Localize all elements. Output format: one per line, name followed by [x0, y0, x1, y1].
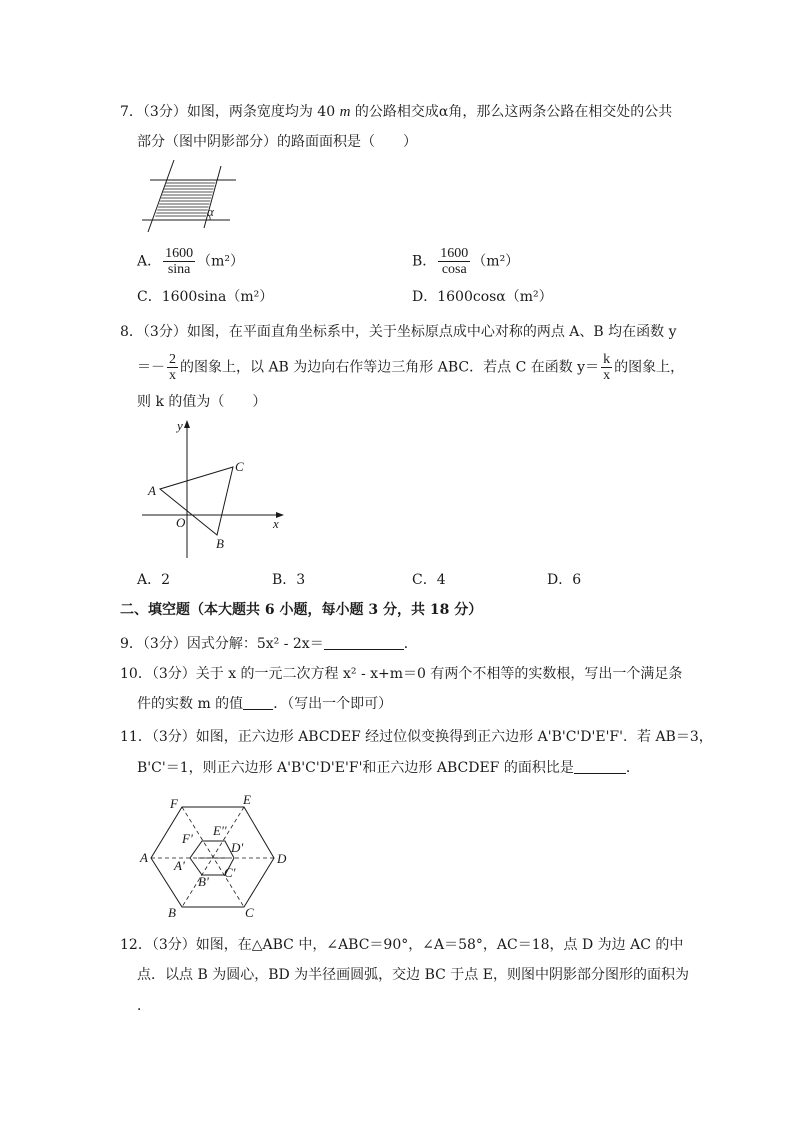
- q9-number: 9．: [120, 636, 143, 652]
- q7-figure: [140, 158, 240, 234]
- q11-label-b: B: [168, 905, 176, 920]
- q8-option-d: D．6: [547, 572, 582, 588]
- q7-line1: [120, 101, 672, 123]
- q8-frac2-num: k: [603, 352, 611, 367]
- q8-text2a: ＝－: [137, 359, 165, 376]
- q10-text2b: ．（写出一个即可）: [273, 696, 393, 712]
- q9-line: [120, 633, 418, 655]
- q9-end: ．: [403, 636, 418, 652]
- q11-number: 11．: [120, 729, 152, 745]
- q7-unit: m: [339, 104, 351, 120]
- q7-option-b-num: 1600: [440, 246, 469, 261]
- q10-answer-blank[interactable]: [243, 693, 273, 710]
- q8-number: 8．: [120, 324, 143, 340]
- q12-score: （3分）: [151, 937, 196, 953]
- q8-fraction-2: [601, 352, 612, 383]
- q8-line1: [120, 321, 677, 343]
- q8-frac1-num: 2: [169, 352, 176, 367]
- q11-line1: [120, 726, 713, 748]
- q8-score: （3分）: [142, 324, 187, 340]
- q7-option-b-den: cosa: [441, 262, 467, 277]
- q8-option-c: C．4: [412, 572, 446, 588]
- q11-line2: [137, 757, 640, 779]
- q9-score: （3分）: [142, 636, 187, 652]
- q11-label-c-prime: C': [224, 865, 236, 880]
- q11-label-e-prime: E'': [213, 823, 227, 838]
- q12-line2: 点．以点 B 为圆心，BD 为半径画圆弧，交边 BC 于点 E，则图中阴影部分图形的面积为: [137, 967, 689, 983]
- q7-option-a: [137, 246, 244, 277]
- q11-text1: 如图，正六边形 ABCDEF 经过位似变换得到正六边形 A'B'C'D'E'F'．若 AB＝3，: [195, 729, 713, 745]
- q7-score: （3分）: [142, 104, 187, 120]
- q8-point-a-label: A: [148, 483, 156, 498]
- q11-text2a: B'C'＝1，则正六边形 A'B'C'D'E'F'和正六边形 ABCDEF 的面积比是: [137, 760, 574, 776]
- q11-label-f-prime: F': [182, 831, 193, 846]
- q12-line3: ．: [137, 998, 151, 1014]
- q11-label-e: E: [243, 792, 251, 807]
- q12-text1: 如图，在△ABC 中，∠ABC＝90°，∠A＝58°，AC＝18，点 D 为边 AC 的中: [195, 937, 684, 953]
- q8-option-b: B．3: [272, 572, 306, 588]
- q7-number: 7．: [120, 104, 143, 120]
- q12-number: 12．: [120, 937, 152, 953]
- q7-option-b: [412, 246, 519, 277]
- q11-text2b: ．: [625, 760, 640, 776]
- q8-figure: [138, 418, 288, 560]
- q9-answer-blank[interactable]: [324, 633, 404, 650]
- q7-option-a-unit: （m²）: [197, 253, 245, 270]
- q7-option-a-den: sina: [167, 262, 191, 277]
- q10-number: 10．: [120, 666, 152, 682]
- q11-label-b-prime: B': [198, 874, 209, 889]
- q11-figure: [138, 790, 288, 920]
- q8-option-a: A．2: [137, 572, 171, 588]
- q7-option-a-num: 1600: [165, 246, 194, 261]
- q11-score: （3分）: [151, 729, 196, 745]
- q11-label-f: F: [170, 796, 178, 811]
- q7-line2: 部分（图中阴影部分）的路面面积是（ ）: [137, 134, 417, 150]
- q11-answer-blank[interactable]: [574, 757, 626, 774]
- q7-option-d: D．1600cosα（m²）: [412, 289, 553, 305]
- q11-label-d: D: [277, 851, 287, 866]
- q7-option-b-fraction: [438, 246, 470, 277]
- q7-option-a-fraction: [163, 246, 195, 277]
- q10-line2: [137, 693, 392, 715]
- q8-text1: 如图，在平面直角坐标系中，关于坐标原点成中心对称的两点 A、B 均在函数 y: [186, 324, 677, 340]
- q8-line3: 则 k 的值为（ ）: [137, 394, 267, 410]
- section-2-heading: 二、填空题（本大题共 6 小题，每小题 3 分，共 18 分）: [120, 602, 483, 618]
- q11-label-d-prime: D': [231, 840, 244, 855]
- q12-line1: [120, 934, 683, 956]
- q10-line1: [120, 663, 682, 685]
- q10-score: （3分）: [151, 666, 196, 682]
- q7-option-a-letter: A．: [137, 253, 162, 270]
- q10-text1: 关于 x 的一元二次方程 x² - x+m＝0 有两个不相等的实数根，写出一个满足条: [195, 666, 683, 682]
- q7-text2: 的公路相交成α角，那么这两条公路在相交处的公共: [354, 104, 673, 120]
- q8-point-c-label: C: [235, 459, 244, 474]
- q8-point-b-label: B: [216, 536, 224, 551]
- q7-option-b-letter: B．: [412, 253, 437, 270]
- q11-label-a: A: [140, 850, 148, 865]
- q8-text2b: 的图象上，以 AB 为边向右作等边三角形 ABC．若点 C 在函数 y＝: [180, 359, 600, 376]
- q7-option-b-unit: （m²）: [472, 253, 520, 270]
- q7-alpha-label: α: [207, 204, 214, 219]
- q10-text2a: 件的实数 m 的值: [137, 696, 244, 712]
- q11-label-a-prime: A': [174, 858, 185, 873]
- q8-frac1-den: x: [169, 368, 176, 383]
- q8-text2c: 的图象上，: [614, 359, 685, 376]
- q7-text1: 如图，两条宽度均为 40: [186, 104, 336, 120]
- q7-option-c: C．1600sina（m²）: [137, 289, 274, 305]
- q8-line2: [137, 352, 684, 383]
- q8-origin-label: O: [176, 515, 186, 530]
- q8-frac2-den: x: [603, 368, 611, 383]
- q11-label-c: C: [245, 905, 254, 920]
- q9-text: 因式分解：5x² - 2x＝: [186, 636, 324, 652]
- q8-x-label: x: [273, 516, 279, 531]
- q8-fraction-1: [167, 352, 178, 383]
- q8-y-label: y: [177, 418, 183, 433]
